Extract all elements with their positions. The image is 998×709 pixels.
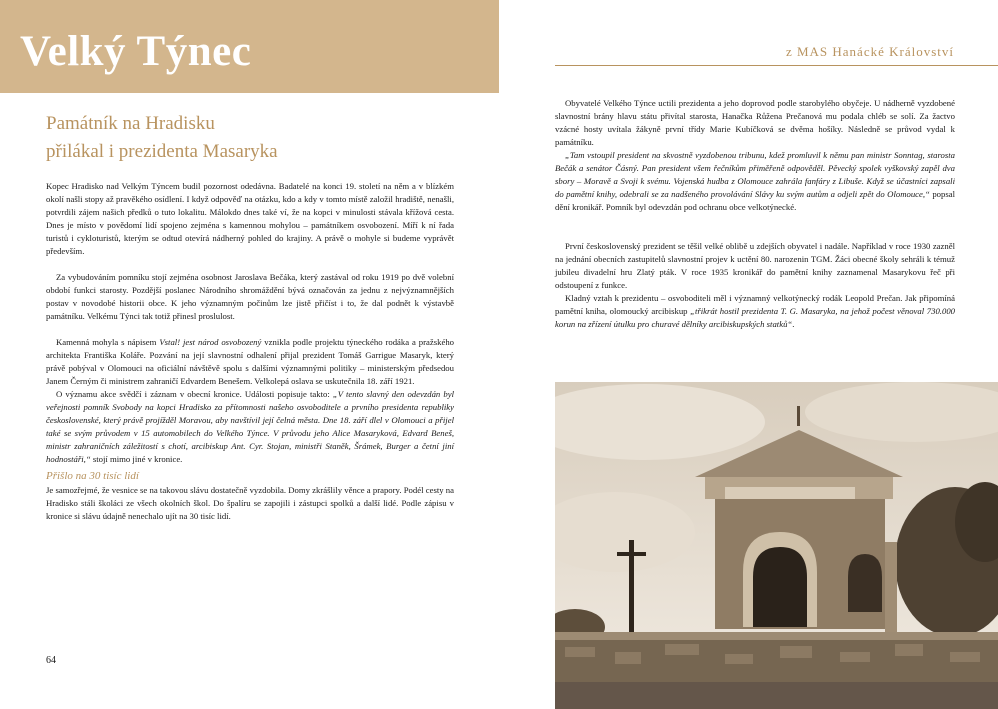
subheading: Přišlo na 30 tisíc lidí [46,470,139,482]
right-column [555,97,955,331]
left-column [46,180,454,523]
monument-photo [555,382,998,709]
chronicle-quote: „V tento slavný den odevzdán byl veřejnosti pomník Svobody na kopci Hradisko za přítomnosti našeho osvoboditele a prvního presidenta republiky československé, který právě projížděl Moravou, aby navštívil její čelná města. Dne 18. září dlel v Olomouci a přijel také se svým průvodem v 15 automobilech do Velkého Týnce. V průvodu jeho Alice Masaryková, Edvard Beneš, ministr zahraničních záležitostí s chotí, arcibiskup Ant. Cyr. Stojan, ministři Staněk, Šrámek, Burger a četní jiní hodnostáři,“ [46,389,455,464]
text-run: . [792,319,795,329]
monument-photo-illustration [555,382,998,709]
paragraph [555,149,955,214]
paragraph: Za vybudováním pomníku stojí zejména osobnost Jaroslava Bečáka, který zastával od roku 1919 po dvě volební období funkci starosty. Pozdější poslanec Národního shromáždění bývá označován za jednu z nejvýznamnějších postav v novodobé historii obce. K jeho významným počinům lze jistě přičíst i to, že dal podnět k výstavbě památníku. Velkému Týnci tak totiž přinesl proslulost. [46,272,454,321]
inscription-quote: Vstal! jest národ osvobozený [159,337,262,347]
heading-line-2: přilákal i prezidenta Masaryka [46,141,278,162]
page-number: 64 [46,655,56,666]
paragraph: Je samozřejmé, že vesnice se na takovou slávu dostatečně vyzdobila. Domy zkrášlily věnce a prapory. Podél cesty na Hradisko stáli školáci ze všech okolních škol. Do špalíru se zapojili i zástupci spolků a další lidé. Podle zápisu v kronice si slávu údajně nenechalo ujít na 30 tisíc lidí. [46,485,454,521]
paragraph: První československý prezident se těšil velké oblibě u zdejších obyvatel i nadále. Například v roce 1930 zazněl na jednání obecních zastupitelů slavnostní projev k uctění 80. narozenin TGM. Žáci obecné školy sehráli k témuž jubileu divadelní hru Zlatý pták. V roce 1935 kronikář do pamětní knihy zaznamenal Masarykovu řeč při odstoupení z funkce. [555,241,955,290]
paragraph: Obyvatelé Velkého Týnce uctili prezidenta a jeho doprovod podle starobylého obyčeje. U nádherně vyzdobené slavnostní brány hlavu státu přivítal starosta, Hanačka Růžena Prečanová mu podala chléb se solí. Za žactvo vzácné hosty uvítala žákyně první třídy Marie Kubíčková se dvěma hošíky. Následně se průvod vydal k památníku. [555,98,955,147]
chronicle-quote: „Tam vstoupil president na skvostně vyzdobenou tribunu, kdež promluvil k němu pan ministr Sonntag, starosta Bečák a senátor Čásný. Pan president všem řečníkům přiměřeně odpověděl. Pěvecký spolek vyškovský zapěl dva sbory – Moravě a Svoji k svému. Vojenská hudba z Olomouce zahrála fanfáry z Libuše. Když se účastníci zapsali do pamětní knihy, odebrali se za nadšeného provolávání Slávy ku svým autům a odjeli zpět do Olomouce,“ [555,150,955,199]
text-run: stojí mimo jiné v kronice. [90,454,183,464]
heading-line-1: Památník na Hradisku [46,113,215,134]
book-quote: „třikrát hostil prezidenta T. G. Masaryka, na jehož počest věnoval 730.000 korun na zřízení útulku pro churavé dělníky arcibiskupských statků“ [555,306,956,329]
page-title: Velký Týnec [20,28,252,75]
text-run: vznikla podle projektu týneckého rodáka a pražského architekta Františka Koláře. Pozvání na její slavnostní odhalení přijal prezident Tomáš Garrigue Masaryk, který právě pobýval v Olomouci na oficiální návštěvě spolu s dalšími významnými politiky – ministerským předsedou Janem Černým či ministrem zahraničí Edvardem Benešem. Velkolepá oslava se uskutečnila 18. září 1921. [46,337,455,386]
article-heading [46,110,476,166]
paragraph [46,336,454,388]
text-run: O významu akce svědčí i záznam v obecní kronice. Události popisuje takto: [56,389,333,399]
header-rule [555,65,998,66]
paragraph [555,292,955,331]
text-run: Kladný vztah k prezidentu – osvoboditeli měl i významný velkotýnecký rodák Leopold Prečan. Jak připomíná pamětní kniha, olomoucký arcibiskup [555,293,955,316]
text-run: popsal dění kronikář. Pomník byl odevzdán pod ochranu obce velkotýnecké. [555,189,956,212]
running-header: z MAS Hanácké Království [785,44,954,59]
paragraph: Kopec Hradisko nad Velkým Týncem budil pozornost odedávna. Badatelé na konci 19. století na něm a v blízkém okolí našli stopy až pravěkého osídlení. I když odpověď na otázku, kdo a kdy v tomto místě založil hradiště, nenašli, potvrdili zájem našich předků o tuto lokalitu. Málokdo dnes také ví, že na kopci v minulosti stávala křížová cesta. Dnes je místo v povědomí lidí spojeno zejména s kamennou mohylou – památníkem osvobození. Míří k ní řada turistů i cykloturistů, kterým se odtud otevírá nádherný pohled do krajiny. A právě o mohyle si budeme vyprávět především. [46,181,454,256]
text-run: Kamenná mohyla s nápisem [56,337,160,347]
paragraph [46,388,454,466]
